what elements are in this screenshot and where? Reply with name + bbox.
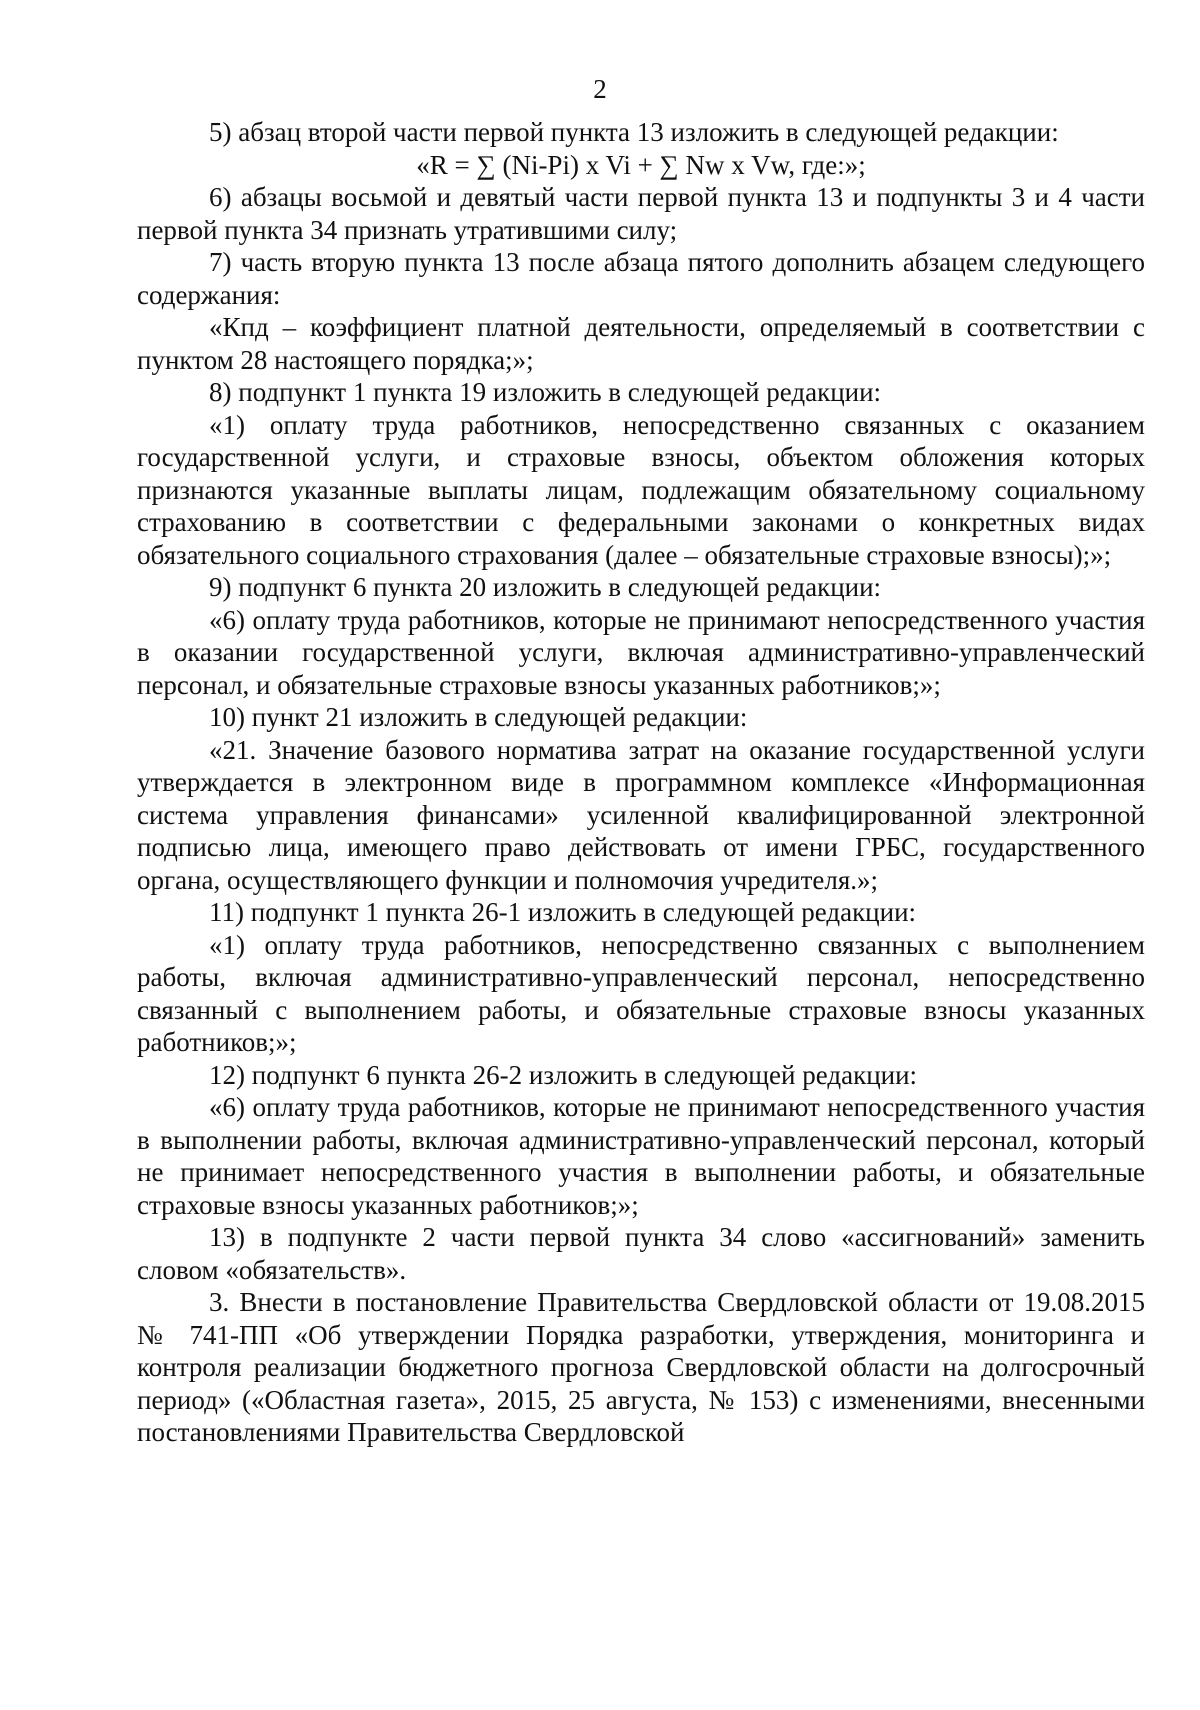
- paragraph-amend-6: 6) абзацы восьмой и девятый части первой пункта 13 и подпункты 3 и 4 части первой пункта 34 признать утратившими силу;: [137, 182, 1145, 245]
- quote-item-20-6: «6) оплату труда работников, которые не принимают непосредственного участия в оказании государственной услуги, включая административно-управленческий персонал, и обязательные страховые взносы указанных работников;»;: [137, 604, 1145, 700]
- formula-line: «R = ∑ (Ni-Pi) x Vi + ∑ Nw x Vw, где:»;: [416, 149, 866, 180]
- quote-item-19-1: «1) оплату труда работников, непосредственно связанных с оказанием государственной услуги, и страховые взносы, объектом обложения которых признаются указанные выплаты лицам, подлежащим обязательному социальному страхованию в соответствии с федеральными законами о конкретных видах обязательного социального страхования (далее – обязательные страховые взносы);»;: [137, 409, 1145, 570]
- quote-item-21: «21. Значение базового норматива затрат на оказание государственной услуги утверждается в электронном виде в программном комплексе «Информационная система управления финансами» усиленной квалифицированной электронной подписью лица, имеющего право действовать от имени ГРБС, государственного органа, осуществляющего функции и полномочия учредителя.»;: [137, 734, 1145, 895]
- paragraph-amend-13: 13) в подпункте 2 части первой пункта 34 слово «ассигнований» заменить словом «обязательств».: [137, 1222, 1145, 1285]
- paragraph-amend-10: 10) пункт 21 изложить в следующей редакции:: [209, 702, 748, 732]
- paragraph-amend-5: 5) абзац второй части первой пункта 13 изложить в следующей редакции:: [209, 117, 1059, 147]
- paragraph-amend-9: 9) подпункт 6 пункта 20 изложить в следующей редакции:: [209, 572, 882, 602]
- paragraph-amend-8: 8) подпункт 1 пункта 19 изложить в следующей редакции:: [209, 377, 882, 407]
- paragraph-amend-12: 12) подпункт 6 пункта 26-2 изложить в следующей редакции:: [209, 1059, 918, 1090]
- document-body: [137, 116, 1145, 1449]
- paragraph-amend-11: 11) подпункт 1 пункта 26-1 изложить в следующей редакции:: [209, 897, 917, 927]
- quote-item-26-1-1: «1) оплату труда работников, непосредственно связанных с выполнением работы, включая административно-управленческий персонал, непосредственно связанный с выполнением работы, и обязательные страховые взносы указанных работников;»;: [137, 929, 1145, 1057]
- paragraph-amend-7: 7) часть вторую пункта 13 после абзаца пятого дополнить абзацем следующего содержания:: [137, 247, 1145, 310]
- page-number: 2: [593, 74, 607, 104]
- quote-kpd: «Кпд – коэффициент платной деятельности, определяемый в соответствии с пунктом 28 настоящего порядка;»;: [137, 312, 1145, 375]
- section-3-paragraph: 3. Внести в постановление Правительства Свердловской области от 19.08.2015 № 741-ПП «Об утверждении Порядка разработки, утверждения, мониторинга и контроля реализации бюджетного прогноза Свердловской области на долгосрочный период» («Областная газета», 2015, 25 августа, № 153) с изменениями, внесенными постановлениями Правительства Свердловской: [137, 1287, 1145, 1447]
- quote-item-26-2-6: «6) оплату труда работников, которые не принимают непосредственного участия в выполнении работы, включая административно-управленческий персонал, который не принимает непосредственного участия в выполнении работы, и обязательные страховые взносы указанных работников;»;: [137, 1092, 1145, 1220]
